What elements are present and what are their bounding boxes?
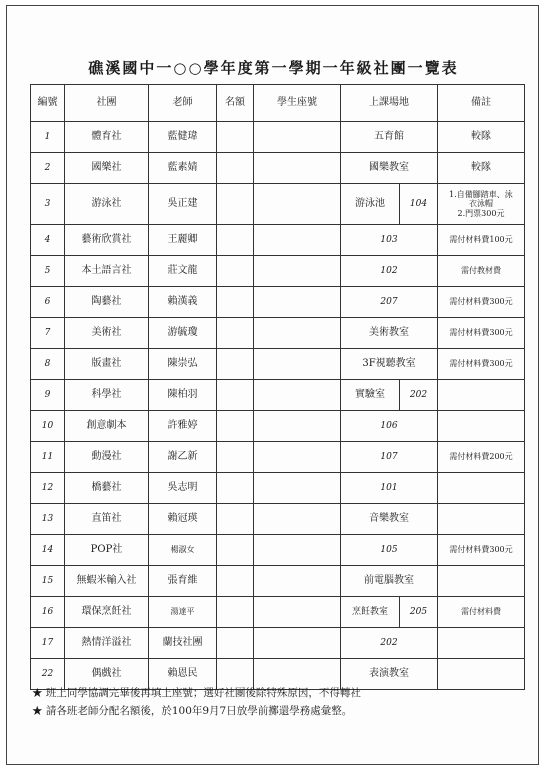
header-student-seat: 學生座號	[254, 85, 341, 122]
table-row	[31, 287, 525, 318]
row-club: 陶藝社	[65, 287, 149, 318]
row-student-seat[interactable]	[254, 287, 341, 318]
row-student-seat[interactable]	[254, 442, 341, 473]
row-quota[interactable]	[217, 411, 254, 442]
row-student-seat[interactable]	[254, 504, 341, 535]
row-teacher: 藍健瑋	[149, 122, 217, 153]
row-no: 9	[31, 380, 65, 411]
row-notes	[438, 628, 525, 659]
table-row	[31, 349, 525, 380]
row-no: 4	[31, 225, 65, 256]
row-venue: 音樂教室	[341, 504, 438, 535]
row-quota[interactable]	[217, 566, 254, 597]
row-club: 體育社	[65, 122, 149, 153]
row-venue-primary: 烹飪教室	[341, 597, 400, 628]
header-club: 社團	[65, 85, 149, 122]
row-teacher: 王麗卿	[149, 225, 217, 256]
row-notes: 較隊	[438, 122, 525, 153]
row-notes	[438, 184, 525, 225]
row-venue-primary: 實驗室	[341, 380, 400, 411]
row-venue-primary: 游泳池	[341, 184, 400, 225]
row-student-seat[interactable]	[254, 349, 341, 380]
row-no: 2	[31, 153, 65, 184]
notes-line: 衣泳帽	[469, 199, 493, 209]
row-no: 8	[31, 349, 65, 380]
row-venue: 106	[341, 411, 438, 442]
row-no: 14	[31, 535, 65, 566]
row-quota[interactable]	[217, 318, 254, 349]
row-venue: 五育館	[341, 122, 438, 153]
row-notes	[438, 473, 525, 504]
row-student-seat[interactable]	[254, 153, 341, 184]
row-student-seat[interactable]	[254, 318, 341, 349]
row-student-seat[interactable]	[254, 256, 341, 287]
table-row	[31, 504, 525, 535]
row-notes: 較隊	[438, 153, 525, 184]
row-venue: 國樂教室	[341, 153, 438, 184]
row-quota[interactable]	[217, 628, 254, 659]
row-venue: 3F視聽教室	[341, 349, 438, 380]
club-roster-table	[30, 84, 525, 690]
table-row	[31, 184, 525, 225]
row-teacher: 陳柏羽	[149, 380, 217, 411]
row-venue: 202	[341, 628, 438, 659]
notes-line: 1.自備腳踏車、泳	[449, 190, 513, 200]
row-teacher: 莊文龍	[149, 256, 217, 287]
document-title: 礁溪國中一○○學年度第一學期一年級社團一覽表	[88, 59, 459, 77]
row-venue-secondary: 202	[400, 380, 438, 411]
row-notes: 需付材料費300元	[438, 349, 525, 380]
row-teacher: 楊淑女	[149, 535, 217, 566]
row-teacher: 藍素婧	[149, 153, 217, 184]
row-club: 科學社	[65, 380, 149, 411]
row-no: 6	[31, 287, 65, 318]
row-notes: 需付材料費300元	[438, 318, 525, 349]
row-no: 17	[31, 628, 65, 659]
row-venue: 107	[341, 442, 438, 473]
footnote: ★ 班上同學協調完畢後再填上座號；選好社團後除特殊原因，不得轉社	[32, 687, 361, 699]
table-header-row	[31, 85, 525, 122]
row-quota[interactable]	[217, 349, 254, 380]
row-venue: 美術教室	[341, 318, 438, 349]
row-club: 版畫社	[65, 349, 149, 380]
row-no: 1	[31, 122, 65, 153]
row-student-seat[interactable]	[254, 184, 341, 225]
row-club: 國樂社	[65, 153, 149, 184]
row-quota[interactable]	[217, 153, 254, 184]
row-quota[interactable]	[217, 597, 254, 628]
row-venue: 102	[341, 256, 438, 287]
table-row	[31, 153, 525, 184]
row-club: 動漫社	[65, 442, 149, 473]
row-quota[interactable]	[217, 287, 254, 318]
row-club: 美術社	[65, 318, 149, 349]
row-teacher: 吳正建	[149, 184, 217, 225]
row-teacher: 吳志明	[149, 473, 217, 504]
row-quota[interactable]	[217, 504, 254, 535]
row-student-seat[interactable]	[254, 225, 341, 256]
row-teacher: 賴漢義	[149, 287, 217, 318]
row-quota[interactable]	[217, 473, 254, 504]
row-no: 5	[31, 256, 65, 287]
row-quota[interactable]	[217, 256, 254, 287]
header-venue: 上課場地	[341, 85, 438, 122]
row-no: 16	[31, 597, 65, 628]
row-teacher: 湯達平	[149, 597, 217, 628]
footnote: ★ 請各班老師分配名額後，於100年9月7日放學前擲還學務處彙整。	[32, 704, 353, 717]
row-teacher: 賴恩民	[149, 659, 217, 690]
row-student-seat[interactable]	[254, 473, 341, 504]
row-teacher: 蘭技社團	[149, 628, 217, 659]
row-club: 游泳社	[65, 184, 149, 225]
row-club: POP社	[65, 535, 149, 566]
row-quota[interactable]	[217, 380, 254, 411]
row-notes	[438, 380, 525, 411]
row-club: 本土語言社	[65, 256, 149, 287]
row-student-seat[interactable]	[254, 597, 341, 628]
row-club: 環保烹飪社	[65, 597, 149, 628]
header-teacher: 老師	[149, 85, 217, 122]
row-venue-secondary: 104	[400, 184, 438, 225]
row-club: 橋藝社	[65, 473, 149, 504]
row-club: 藝術欣賞社	[65, 225, 149, 256]
row-club: 熱情洋溢社	[65, 628, 149, 659]
table-row	[31, 225, 525, 256]
header-quota: 名額	[217, 85, 254, 122]
row-venue: 101	[341, 473, 438, 504]
row-student-seat[interactable]	[254, 380, 341, 411]
row-no: 10	[31, 411, 65, 442]
row-no: 13	[31, 504, 65, 535]
row-notes	[438, 504, 525, 535]
row-student-seat[interactable]	[254, 566, 341, 597]
row-venue-secondary: 205	[400, 597, 438, 628]
row-venue: 表演教室	[341, 659, 438, 690]
row-notes: 需付材料費300元	[438, 287, 525, 318]
row-notes	[438, 411, 525, 442]
table-row	[31, 442, 525, 473]
row-teacher: 謝乙新	[149, 442, 217, 473]
row-club: 無蝦米輸入社	[65, 566, 149, 597]
table-row	[31, 318, 525, 349]
table-row	[31, 473, 525, 504]
row-notes: 需付材料費100元	[438, 225, 525, 256]
row-teacher: 許雅婷	[149, 411, 217, 442]
row-no: 3	[31, 184, 65, 225]
row-notes	[438, 566, 525, 597]
row-no: 15	[31, 566, 65, 597]
row-quota[interactable]	[217, 442, 254, 473]
table-row	[31, 411, 525, 442]
row-notes: 需付材料費	[438, 597, 525, 628]
row-notes: 需付材料費200元	[438, 442, 525, 473]
table-row	[31, 535, 525, 566]
row-quota[interactable]	[217, 184, 254, 225]
row-club: 偶戲社	[65, 659, 149, 690]
row-quota[interactable]	[217, 535, 254, 566]
header-notes: 備註	[438, 85, 525, 122]
row-no: 7	[31, 318, 65, 349]
header-no: 編號	[31, 85, 65, 122]
row-quota[interactable]	[217, 122, 254, 153]
row-student-seat[interactable]	[254, 535, 341, 566]
table-row	[31, 628, 525, 659]
row-venue: 103	[341, 225, 438, 256]
row-no: 11	[31, 442, 65, 473]
row-teacher: 陳崇弘	[149, 349, 217, 380]
row-club: 直笛社	[65, 504, 149, 535]
row-teacher: 游毓瓊	[149, 318, 217, 349]
notes-line: 2.門票300元	[457, 208, 505, 218]
row-teacher: 賴冠瑛	[149, 504, 217, 535]
table-row	[31, 380, 525, 411]
row-teacher: 張育維	[149, 566, 217, 597]
footnotes	[32, 685, 532, 721]
row-quota[interactable]	[217, 225, 254, 256]
row-club: 創意劇本	[65, 411, 149, 442]
table-row	[31, 566, 525, 597]
row-no: 22	[31, 659, 65, 690]
table-row	[31, 122, 525, 153]
row-no: 12	[31, 473, 65, 504]
row-venue: 105	[341, 535, 438, 566]
row-venue: 前電腦教室	[341, 566, 438, 597]
row-notes: 需付材料費300元	[438, 535, 525, 566]
table-row	[31, 256, 525, 287]
row-notes: 需付教材費	[438, 256, 525, 287]
table-row	[31, 597, 525, 628]
row-student-seat[interactable]	[254, 628, 341, 659]
row-student-seat[interactable]	[254, 122, 341, 153]
row-venue: 207	[341, 287, 438, 318]
row-student-seat[interactable]	[254, 411, 341, 442]
